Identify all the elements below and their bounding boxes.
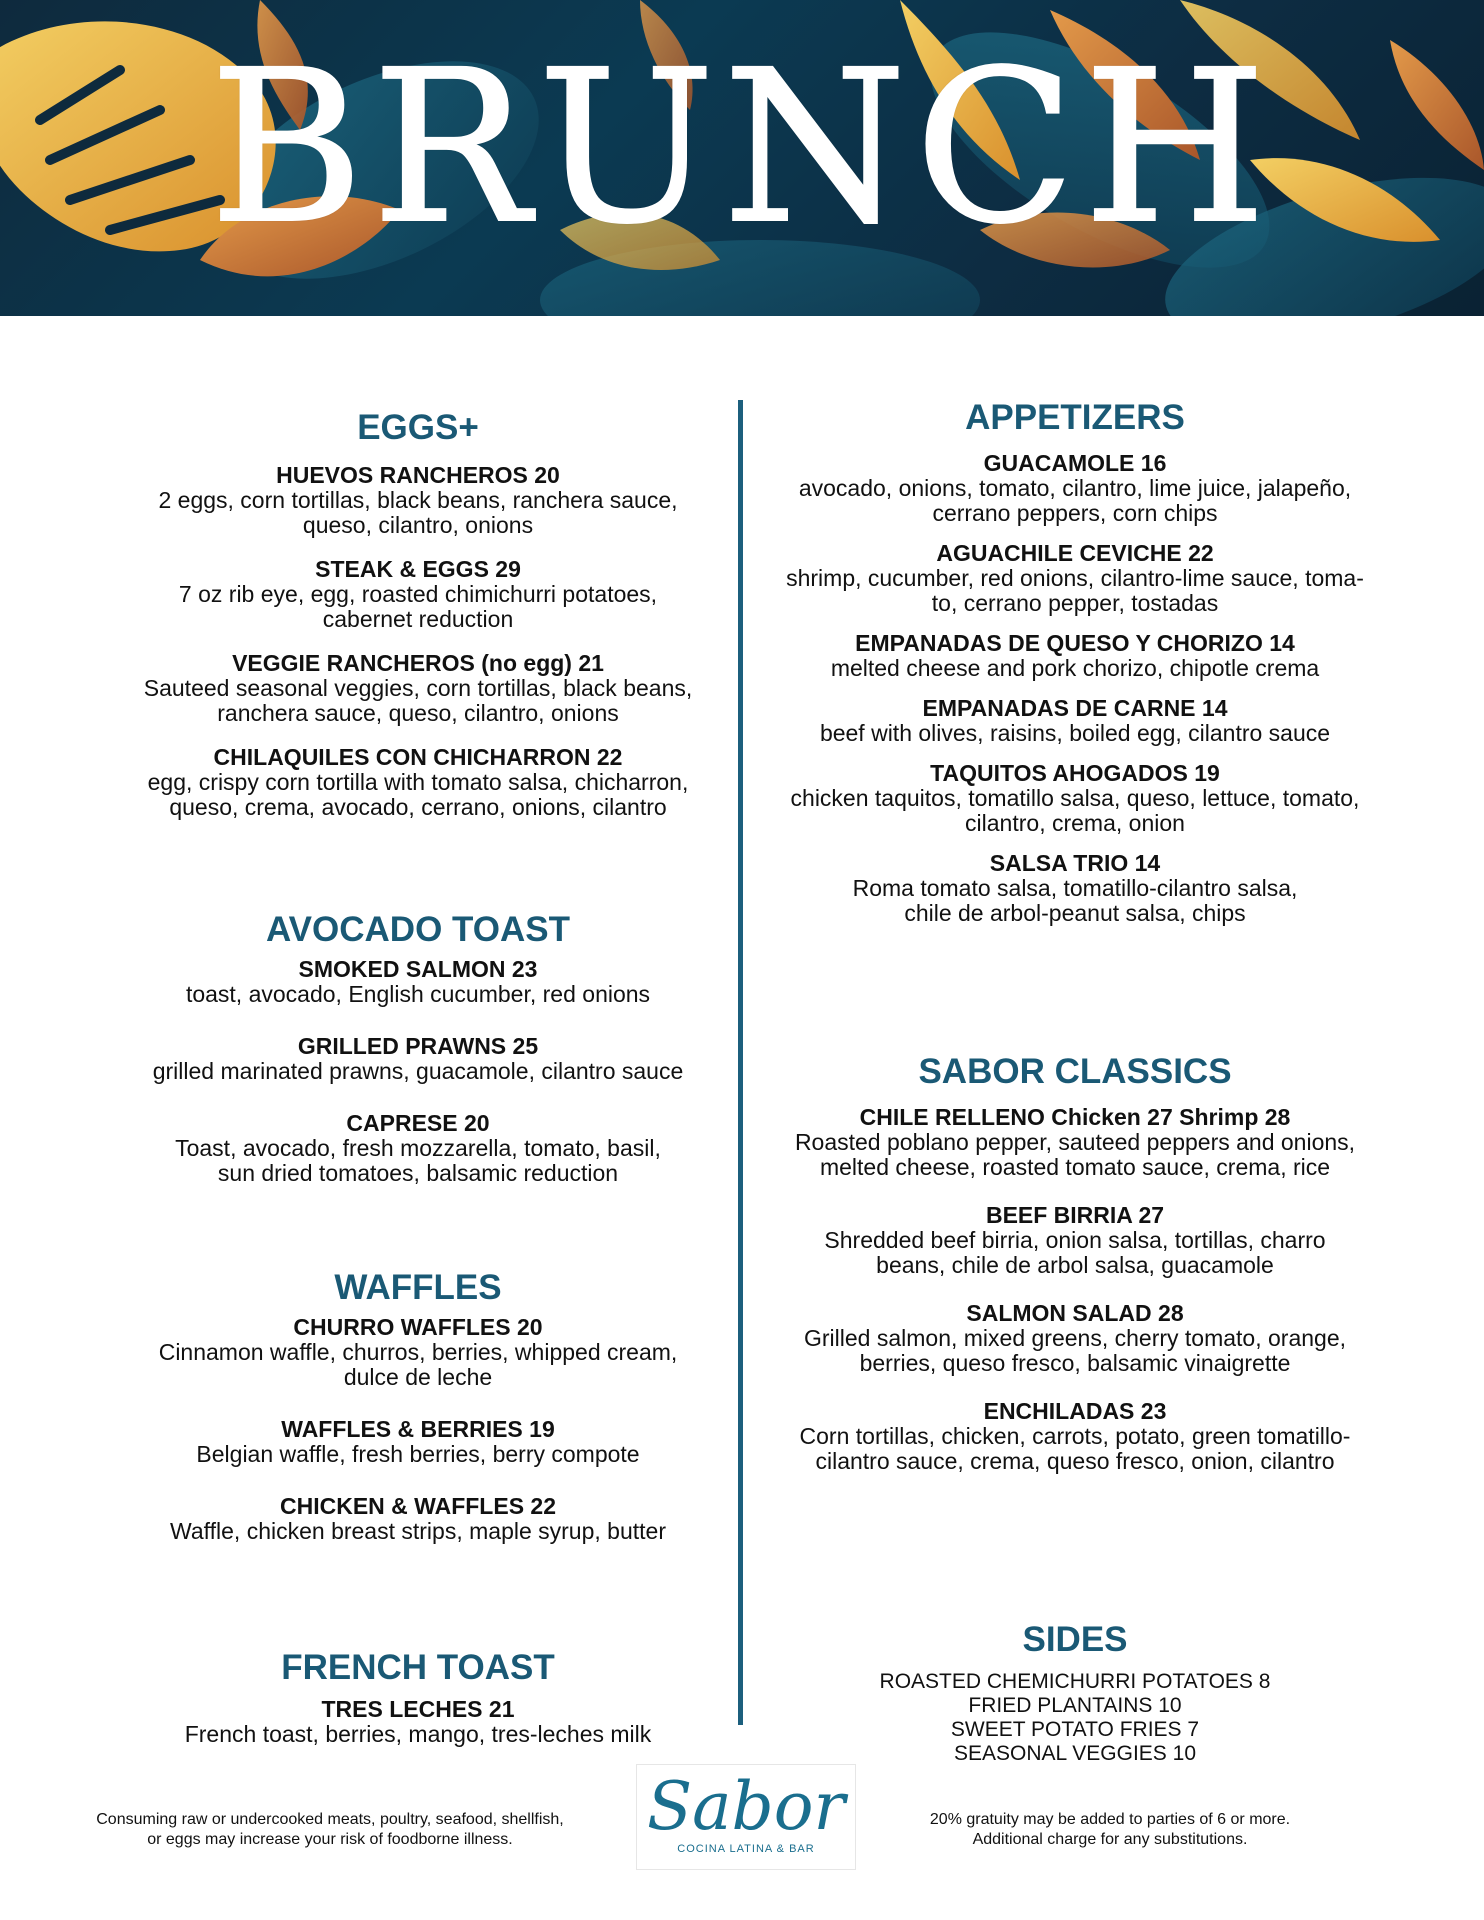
item-name: EMPANADAS DE QUESO Y CHORIZO 14 xyxy=(855,630,1295,656)
item-desc: Shredded beef birria, onion salsa, tortillas, charro xyxy=(824,1227,1326,1253)
disclaimer-line: Consuming raw or undercooked meats, poultry, seafood, shellfish, xyxy=(96,1811,564,1828)
section-title-waffles: WAFFLES xyxy=(334,1268,502,1307)
item-name: TAQUITOS AHOGADOS 19 xyxy=(930,760,1220,786)
menu-item xyxy=(108,650,728,726)
item-desc: sun dried tomatoes, balsamic reduction xyxy=(217,1160,619,1186)
menu-item xyxy=(108,556,728,632)
side-item: SWEET POTATO FRIES 7 xyxy=(950,1718,1200,1741)
item-desc: queso, crema, avocado, cerrano, onions, cilantro xyxy=(169,794,667,820)
item-desc: cabernet reduction xyxy=(322,606,514,632)
item-desc: Grilled salmon, mixed greens, cherry tomato, orange, xyxy=(803,1325,1347,1351)
item-name: HUEVOS RANCHEROS 20 xyxy=(276,462,560,488)
menu-item xyxy=(760,1398,1390,1474)
item-desc: beef with olives, raisins, boiled egg, cilantro sauce xyxy=(819,720,1331,746)
side-item: FRIED PLANTAINS 10 xyxy=(968,1694,1182,1717)
menu-item xyxy=(760,630,1390,681)
item-name: CHICKEN & WAFFLES 22 xyxy=(279,1493,557,1519)
item-name: CAPRESE 20 xyxy=(346,1110,490,1136)
menu-item xyxy=(760,695,1390,746)
item-desc: berries, queso fresco, balsamic vinaigrette xyxy=(859,1350,1291,1376)
item-desc: queso, cilantro, onions xyxy=(302,512,534,538)
item-name: AGUACHILE CEVICHE 22 xyxy=(936,540,1214,566)
item-desc: French toast, berries, mango, tres-leches milk xyxy=(184,1721,652,1747)
item-desc: Roasted poblano pepper, sauteed peppers and onions, xyxy=(794,1129,1356,1155)
item-desc: cilantro sauce, crema, queso fresco, onion, cilantro xyxy=(815,1448,1335,1474)
item-desc: Corn tortillas, chicken, carrots, potato, green tomatillo- xyxy=(799,1423,1351,1449)
item-desc: toast, avocado, English cucumber, red onions xyxy=(185,981,651,1007)
item-desc: Sauteed seasonal veggies, corn tortillas, black beans, xyxy=(143,675,693,701)
item-desc: shrimp, cucumber, red onions, cilantro-lime sauce, toma- xyxy=(786,565,1364,591)
item-desc: melted cheese, roasted tomato sauce, crema, rice xyxy=(819,1154,1331,1180)
item-name: TRES LECHES 21 xyxy=(321,1696,515,1722)
section-title-sabor-classics: SABOR CLASSICS xyxy=(918,1052,1232,1091)
item-desc: to, cerrano pepper, tostadas xyxy=(931,590,1219,616)
item-name: SALSA TRIO 14 xyxy=(989,850,1161,876)
food-safety-disclaimer xyxy=(70,1810,590,1850)
item-desc: beans, chile de arbol salsa, guacamole xyxy=(876,1252,1274,1278)
menu-item xyxy=(108,1033,728,1084)
section-waffles xyxy=(108,1266,728,1562)
header-banner xyxy=(0,0,1484,316)
item-desc: chile de arbol-peanut salsa, chips xyxy=(904,900,1246,926)
section-title-sides: SIDES xyxy=(1022,1620,1128,1659)
item-name: STEAK & EGGS 29 xyxy=(315,556,521,582)
menu-item xyxy=(108,1696,728,1747)
item-desc: Waffle, chicken breast strips, maple syrup, butter xyxy=(170,1518,666,1544)
item-name: SMOKED SALMON 23 xyxy=(298,956,538,982)
section-appetizers xyxy=(760,396,1390,944)
sabor-logo xyxy=(636,1764,856,1870)
menu-item xyxy=(760,1202,1390,1278)
menu-item xyxy=(108,956,728,1007)
item-desc: Cinnamon waffle, churros, berries, whipped cream, xyxy=(158,1339,678,1365)
item-desc: cilantro, crema, onion xyxy=(965,810,1185,836)
item-name: SALMON SALAD 28 xyxy=(966,1300,1184,1326)
item-name: WAFFLES & BERRIES 19 xyxy=(281,1416,555,1442)
gratuity-note xyxy=(880,1810,1340,1850)
section-avocado-toast xyxy=(108,908,728,1204)
section-title-french-toast: FRENCH TOAST xyxy=(281,1648,555,1687)
menu-item xyxy=(760,1104,1390,1180)
item-name: BEEF BIRRIA 27 xyxy=(985,1202,1165,1228)
side-item: ROASTED CHEMICHURRI POTATOES 8 xyxy=(879,1670,1271,1693)
item-name: VEGGIE RANCHEROS (no egg) 21 xyxy=(232,650,604,676)
menu-item xyxy=(108,1416,728,1467)
menu-item xyxy=(108,1110,728,1186)
menu-item xyxy=(108,462,728,538)
disclaimer-line: or eggs may increase your risk of foodborne illness. xyxy=(147,1831,513,1848)
section-title-avocado-toast: AVOCADO TOAST xyxy=(266,910,570,949)
item-name: GUACAMOLE 16 xyxy=(983,450,1167,476)
item-desc: egg, crispy corn tortilla with tomato salsa, chicharron, xyxy=(147,769,689,795)
menu-item xyxy=(108,1493,728,1544)
sides-list xyxy=(760,1670,1390,1766)
item-desc: Belgian waffle, fresh berries, berry compote xyxy=(196,1441,640,1467)
item-name: CHILE RELLENO Chicken 27 Shrimp 28 xyxy=(859,1104,1291,1130)
item-name: GRILLED PRAWNS 25 xyxy=(297,1033,539,1059)
menu-item xyxy=(760,760,1390,836)
menu-item xyxy=(760,540,1390,616)
gratuity-line: Additional charge for any substitutions. xyxy=(972,1831,1248,1848)
item-desc: Roma tomato salsa, tomatillo-cilantro salsa, xyxy=(852,875,1298,901)
item-name: CHILAQUILES CON CHICHARRON 22 xyxy=(213,744,623,770)
logo-tagline: COCINA LATINA & BAR xyxy=(677,1843,815,1855)
menu-item xyxy=(760,1300,1390,1376)
menu-item xyxy=(760,850,1390,926)
item-name: EMPANADAS DE CARNE 14 xyxy=(922,695,1228,721)
item-name: ENCHILADAS 23 xyxy=(983,1398,1167,1424)
item-desc: 2 eggs, corn tortillas, black beans, ranchera sauce, xyxy=(158,487,678,513)
item-desc: melted cheese and pork chorizo, chipotle crema xyxy=(830,655,1320,681)
section-title-appetizers: APPETIZERS xyxy=(965,398,1185,437)
item-desc: avocado, onions, tomato, cilantro, lime juice, jalapeño, xyxy=(798,475,1352,501)
column-divider xyxy=(738,400,743,1725)
side-item: SEASONAL VEGGIES 10 xyxy=(954,1742,1196,1765)
page-title: BRUNCH xyxy=(209,25,1275,270)
item-name: CHURRO WAFFLES 20 xyxy=(293,1314,543,1340)
item-desc: cerrano peppers, corn chips xyxy=(932,500,1218,526)
menu-item xyxy=(108,744,728,820)
item-desc: 7 oz rib eye, egg, roasted chimichurri potatoes, xyxy=(178,581,658,607)
item-desc: Toast, avocado, fresh mozzarella, tomato, basil, xyxy=(175,1135,661,1161)
item-desc: ranchera sauce, queso, cilantro, onions xyxy=(217,700,619,726)
logo-wordmark: Sabor xyxy=(646,1768,846,1845)
menu-item xyxy=(108,1314,728,1390)
section-sabor-classics xyxy=(760,1050,1390,1492)
gratuity-line: 20% gratuity may be added to parties of 6 or more. xyxy=(929,1811,1291,1828)
item-desc: chicken taquitos, tomatillo salsa, queso, lettuce, tomato, xyxy=(790,785,1360,811)
menu-item xyxy=(760,450,1390,526)
section-eggs xyxy=(108,406,728,838)
item-desc: dulce de leche xyxy=(343,1364,493,1390)
section-french-toast xyxy=(108,1646,728,1765)
section-sides xyxy=(760,1618,1390,1766)
item-desc: grilled marinated prawns, guacamole, cilantro sauce xyxy=(152,1058,684,1084)
section-title-eggs: EGGS+ xyxy=(357,408,479,447)
